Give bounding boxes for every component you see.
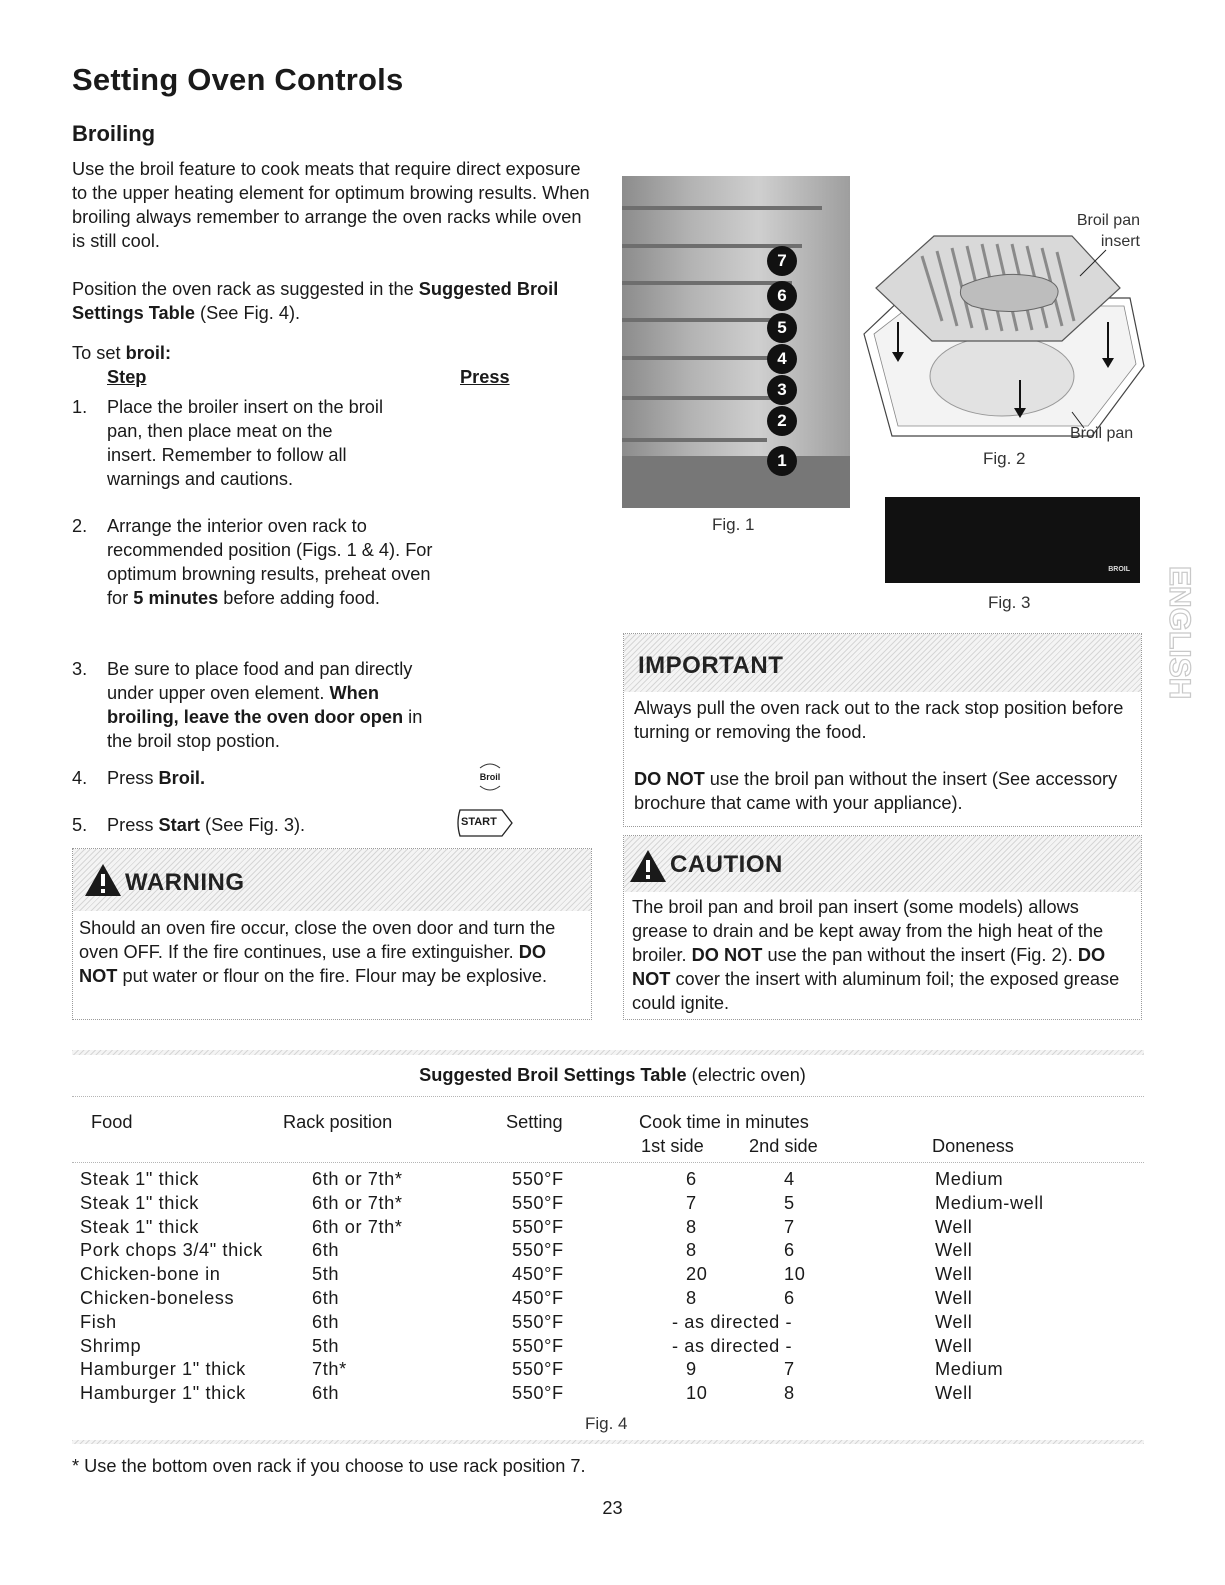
warning-title: WARNING — [125, 869, 245, 896]
cell-side2: 7 — [784, 1216, 795, 1237]
to-set-text: To set — [72, 343, 126, 363]
step-text-part: Be sure to place food and pan directly under upper oven element. — [107, 659, 413, 703]
fig3-caption: Fig. 3 — [988, 593, 1031, 612]
position-paragraph — [72, 277, 572, 325]
step-text-part: before adding food. — [218, 588, 380, 608]
cell-food: Steak 1" thick — [80, 1192, 199, 1213]
table-title — [0, 1063, 1225, 1087]
cell-setting: 550°F — [512, 1216, 564, 1237]
broil-key-icon — [474, 760, 506, 794]
cell-food: Chicken-boneless — [80, 1288, 235, 1308]
step-text-bold: Start — [158, 815, 200, 835]
start-key-icon — [454, 808, 514, 838]
cell-food: Hamburger 1" thick — [80, 1359, 246, 1380]
table-rule — [72, 1096, 1144, 1097]
table-row — [0, 1169, 1225, 1193]
cell-rack-position: 6th — [312, 1311, 340, 1332]
warning-text-part: put water or flour on the fire. Flour may be explosive. — [117, 966, 548, 986]
rack-position-4-marker: 4 — [767, 344, 797, 374]
cell-setting: 550°F — [512, 1311, 564, 1332]
col-header-side2: 2nd side — [749, 1136, 818, 1156]
oven-rack — [622, 318, 782, 322]
cell-doneness: Well — [935, 1311, 973, 1332]
step-text: Place the broiler insert on the broil pan, then place meat on the insert. Remember to follow all warnings and cautions. — [107, 397, 383, 489]
cell-food: Steak 1" thick — [80, 1169, 199, 1189]
broil-pan-illustration — [862, 226, 1147, 446]
step-number: 5. — [72, 815, 88, 835]
step-number: 2. — [72, 516, 88, 536]
col-header-doneness: Doneness — [932, 1136, 1014, 1156]
control-panel-display — [885, 497, 1140, 583]
rack-position-2-marker: 2 — [767, 406, 797, 436]
cell-doneness: Well — [935, 1288, 973, 1308]
caution-text-part: The broil pan and broil pan insert (some models) allows grease to drain and be kept away from the high heat of the broiler. — [632, 897, 1104, 965]
cell-doneness: Well — [935, 1383, 973, 1404]
warning-text — [79, 916, 579, 988]
step-text-part: Press — [107, 768, 159, 788]
cell-cook-time-merged: - as directed - — [672, 1335, 793, 1356]
broil-pan-insert-label: Broil pan insert — [1076, 212, 1140, 250]
cell-side2: 8 — [784, 1383, 795, 1404]
cell-doneness: Medium-well — [935, 1192, 1044, 1213]
oven-rack — [622, 438, 767, 442]
cell-cook-time-merged: - as directed - — [672, 1311, 793, 1332]
step-text-bold: When broiling, leave the oven door open — [107, 683, 404, 727]
cell-food: Chicken-bone in — [80, 1264, 221, 1285]
fig4-caption: Fig. 4 — [585, 1414, 628, 1433]
cell-rack-position: 5th — [312, 1335, 340, 1356]
english-tab-text: ENGLISH — [1163, 566, 1196, 700]
step-text — [107, 766, 205, 790]
cell-doneness: Well — [935, 1240, 973, 1261]
col-header-side1: 1st side — [641, 1136, 704, 1156]
cell-food: Steak 1" thick — [80, 1216, 199, 1237]
rack-position-3-marker: 3 — [767, 375, 797, 405]
cell-side1: 10 — [686, 1383, 708, 1404]
position-table-ref: Suggested Broil Settings Table — [72, 279, 559, 323]
caution-bold: DO NOT — [632, 945, 1106, 989]
press-column-header: Press — [460, 367, 510, 387]
important-bold: DO NOT — [634, 769, 705, 789]
table-row — [0, 1336, 1225, 1360]
page-title: Setting Oven Controls — [72, 62, 404, 97]
col-header-food: Food — [91, 1112, 133, 1132]
cell-rack-position: 6th — [312, 1240, 340, 1261]
rack-position-5-marker: 5 — [767, 313, 797, 343]
fig2-caption: Fig. 2 — [983, 449, 1026, 468]
warning-text-part: Should an oven fire occur, close the oven door and turn the oven OFF. If the fire continues, use a fire extinguisher. — [79, 918, 556, 962]
oven-racks-photo — [622, 176, 850, 508]
col-header-cook-time: Cook time in minutes — [639, 1112, 809, 1132]
language-side-tab — [1152, 566, 1196, 712]
table-row — [0, 1288, 1225, 1312]
caution-box — [623, 835, 1142, 1020]
fig1-caption: Fig. 1 — [712, 515, 755, 534]
cell-doneness: Well — [935, 1216, 973, 1237]
cell-side2: 10 — [784, 1264, 806, 1285]
cell-food: Hamburger 1" thick — [80, 1383, 246, 1404]
caution-title: CAUTION — [670, 851, 783, 878]
important-text-2 — [634, 767, 1124, 815]
rack-position-1-marker: 1 — [767, 446, 797, 476]
cell-side2: 5 — [784, 1192, 795, 1213]
warning-triangle-icon — [83, 862, 123, 898]
cell-side2: 6 — [784, 1240, 795, 1261]
table-title-rest: (electric oven) — [686, 1065, 806, 1085]
cell-food: Shrimp — [80, 1335, 142, 1356]
table-row — [0, 1217, 1225, 1241]
oven-rack — [622, 356, 772, 360]
table-row — [0, 1264, 1225, 1288]
step-number: 4. — [72, 768, 88, 788]
step-text — [107, 813, 305, 837]
cell-rack-position: 6th — [312, 1383, 340, 1404]
cell-food: Pork chops 3/4" thick — [80, 1240, 263, 1261]
important-text: Always pull the oven rack out to the rack stop position before turning or removing the food. — [634, 698, 1124, 742]
cell-rack-position: 6th or 7th* — [312, 1169, 403, 1189]
footnote: * Use the bottom oven rack if you choose to use rack position 7. — [72, 1456, 586, 1476]
cell-side1: 8 — [686, 1288, 697, 1308]
table-row — [0, 1383, 1225, 1407]
warning-box — [72, 848, 592, 1020]
caution-text-part: use the pan without the insert (Fig. 2). — [762, 945, 1078, 965]
table-row — [0, 1240, 1225, 1264]
broil-pan-label: Broil pan — [1070, 425, 1134, 442]
cell-setting: 550°F — [512, 1359, 564, 1380]
caution-text — [632, 895, 1127, 1015]
table-row — [0, 1312, 1225, 1336]
cell-doneness: Medium — [935, 1359, 1004, 1380]
cell-side2: 6 — [784, 1288, 795, 1308]
cell-rack-position: 7th* — [312, 1359, 347, 1380]
table-row — [0, 1193, 1225, 1217]
cell-side1: 8 — [686, 1240, 697, 1261]
oven-rack — [622, 396, 772, 400]
position-text: Position the oven rack as suggested in the — [72, 279, 419, 299]
rack-position-6-marker: 6 — [767, 281, 797, 311]
cell-setting: 550°F — [512, 1335, 564, 1356]
caution-bold: DO NOT — [691, 945, 763, 965]
to-set-bold: broil: — [125, 343, 172, 363]
cell-side2: 4 — [784, 1169, 795, 1189]
cell-side1: 6 — [686, 1169, 697, 1189]
step-text-part: (See Fig. 3). — [199, 815, 306, 835]
cell-rack-position: 6th or 7th* — [312, 1192, 403, 1213]
warning-bold: DO NOT — [79, 942, 547, 986]
col-header-rack: Rack position — [283, 1112, 393, 1132]
important-box — [623, 633, 1142, 827]
step-text-bold: Broil. — [158, 768, 206, 788]
col-header-setting: Setting — [506, 1112, 563, 1132]
table-title-bold: Suggested Broil Settings Table — [419, 1065, 687, 1085]
cell-side1: 8 — [686, 1216, 697, 1237]
important-text-part: use the broil pan without the insert (See accessory brochure that came with your appliance). — [634, 769, 1118, 813]
oven-floor — [622, 456, 850, 508]
to-set-label — [72, 341, 171, 365]
step-text-part: Press — [107, 815, 159, 835]
table-row — [0, 1359, 1225, 1383]
cell-doneness: Well — [935, 1264, 973, 1285]
cell-side1: 9 — [686, 1359, 697, 1380]
cell-side1: 20 — [686, 1264, 708, 1285]
step-text-part: Arrange the interior oven rack to recommended position (Figs. 1 & 4). For optimum browning results, preheat oven for — [107, 516, 433, 608]
cell-rack-position: 5th — [312, 1264, 340, 1285]
cell-setting: 450°F — [512, 1264, 564, 1285]
table-rule — [72, 1162, 1144, 1163]
cell-setting: 550°F — [512, 1240, 564, 1261]
position-fig-ref: (See Fig. 4). — [194, 303, 301, 323]
step-text — [107, 514, 437, 610]
caution-triangle-icon — [628, 848, 668, 884]
oven-rack — [622, 281, 792, 285]
start-key-label: START — [461, 816, 497, 828]
step-text-bold: 5 minutes — [133, 588, 219, 608]
cell-rack-position: 6th or 7th* — [312, 1216, 403, 1237]
intro-paragraph: Use the broil feature to cook meats that require direct exposure to the upper heating element for optimum browing results. When broiling always remember to arrange the oven racks while oven is still cool. — [72, 159, 590, 251]
cell-rack-position: 6th — [312, 1288, 340, 1308]
broil-key-label: Broil — [479, 772, 501, 782]
broil-display-label: BROIL — [1108, 566, 1130, 573]
cell-setting: 550°F — [512, 1383, 564, 1404]
page-number: 23 — [602, 1498, 623, 1518]
cell-food: Fish — [80, 1311, 117, 1332]
oven-rack — [622, 206, 822, 210]
step-column-header: Step — [107, 367, 147, 387]
step-number: 3. — [72, 659, 88, 679]
cell-doneness: Well — [935, 1335, 973, 1356]
cell-setting: 450°F — [512, 1288, 564, 1308]
table-top-rule — [72, 1050, 1144, 1055]
step-text — [107, 657, 425, 753]
cell-setting: 550°F — [512, 1169, 564, 1189]
step-text-part: in the broil stop postion. — [107, 707, 423, 751]
rack-position-7-marker: 7 — [767, 246, 797, 276]
cell-side1: 7 — [686, 1192, 697, 1213]
caution-text-part: cover the insert with aluminum foil; the exposed grease could ignite. — [632, 969, 1120, 1013]
cell-doneness: Medium — [935, 1169, 1004, 1189]
section-heading: Broiling — [72, 121, 156, 146]
cell-side2: 7 — [784, 1359, 795, 1380]
important-title: IMPORTANT — [638, 652, 784, 679]
step-number: 1. — [72, 397, 88, 417]
cell-setting: 550°F — [512, 1192, 564, 1213]
table-bottom-rule — [72, 1440, 1144, 1444]
